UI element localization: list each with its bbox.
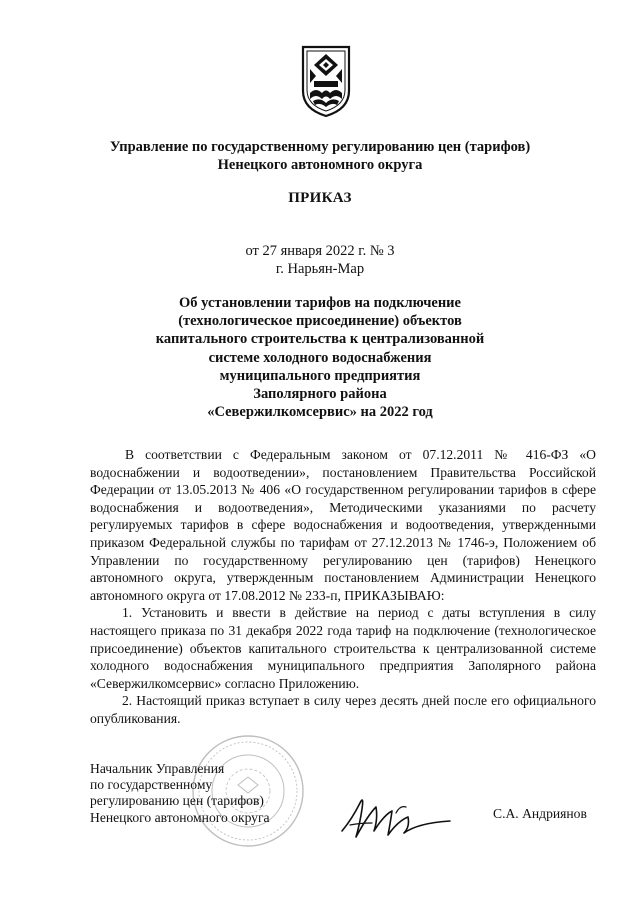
coat-of-arms-icon [300,43,352,119]
organization-name [60,138,580,174]
city-line: г. Нарьян-Мар [275,261,365,277]
subject-line: Об установлении тарифов на подключение [179,295,461,311]
position-line: по государственному [90,777,213,793]
org-line-1: Управление по государственному регулированию цен (тарифов) [109,139,531,155]
preamble-paragraph: В соответствии с Федеральным законом от 07.12.2011 № 416-ФЗ «О водоснабжении и водоотведении», постановлением Правительства Российской Федерации от 13.05.2013 № 406 «О государственном регулировании тарифов в сфере водоснабжения и водоотведения», Методическими указаниями по расчету регулируемых тарифов в сфере водоснабжения и водоотведения, утвержденными приказом Федеральной службы по тарифам от 27.12.2013 № 1746-э, Положением об Управлении по государственному регулированию цен (тарифов) Ненецкого автономного округа, утвержденным постановлением Администрации Ненецкого автономного округа от 17.08.2012 № 233-п, ПРИКАЗЫВАЮ: [90,447,596,603]
order-item-1: 1. Установить и ввести в действие на период с даты вступления в силу настоящего приказа по 31 декабря 2022 года тариф на подключение (технологическое присоединение) объектов капитального строительства к централизованной системе холодного водоснабжения муниципального предприятия Заполярного района «Севержилкомсервис» согласно Приложению. [90,605,596,691]
order-item-2: 2. Настоящий приказ вступает в силу через десять дней после его официального опубликования. [90,693,596,726]
subject-line: муниципального предприятия [219,367,421,384]
position-line: регулированию цен (тарифов) [90,793,264,809]
date-and-place [60,242,580,278]
subject-line: (технологическое присоединение) объектов [178,313,462,330]
handwritten-signature [338,785,454,851]
position-line: Начальник Управления [90,761,225,776]
subject-line: системе холодного водоснабжения [208,349,432,366]
document-body [90,446,596,728]
position-line: Ненецкого автономного округа [90,809,270,825]
subject-title [60,294,580,421]
subject-line: капитального строительства к централизованной [155,331,485,348]
subject-line: «Севержилкомсервис» на 2022 год [207,404,433,421]
date-line: от 27 января 2022 г. № 3 [245,243,395,259]
subject-line: Заполярного района [253,386,387,403]
signer-name: С.А. Андриянов [493,806,587,821]
signature-position [90,761,270,826]
org-line-2: Ненецкого автономного округа [217,157,423,173]
document-type: ПРИКАЗ [288,190,352,206]
